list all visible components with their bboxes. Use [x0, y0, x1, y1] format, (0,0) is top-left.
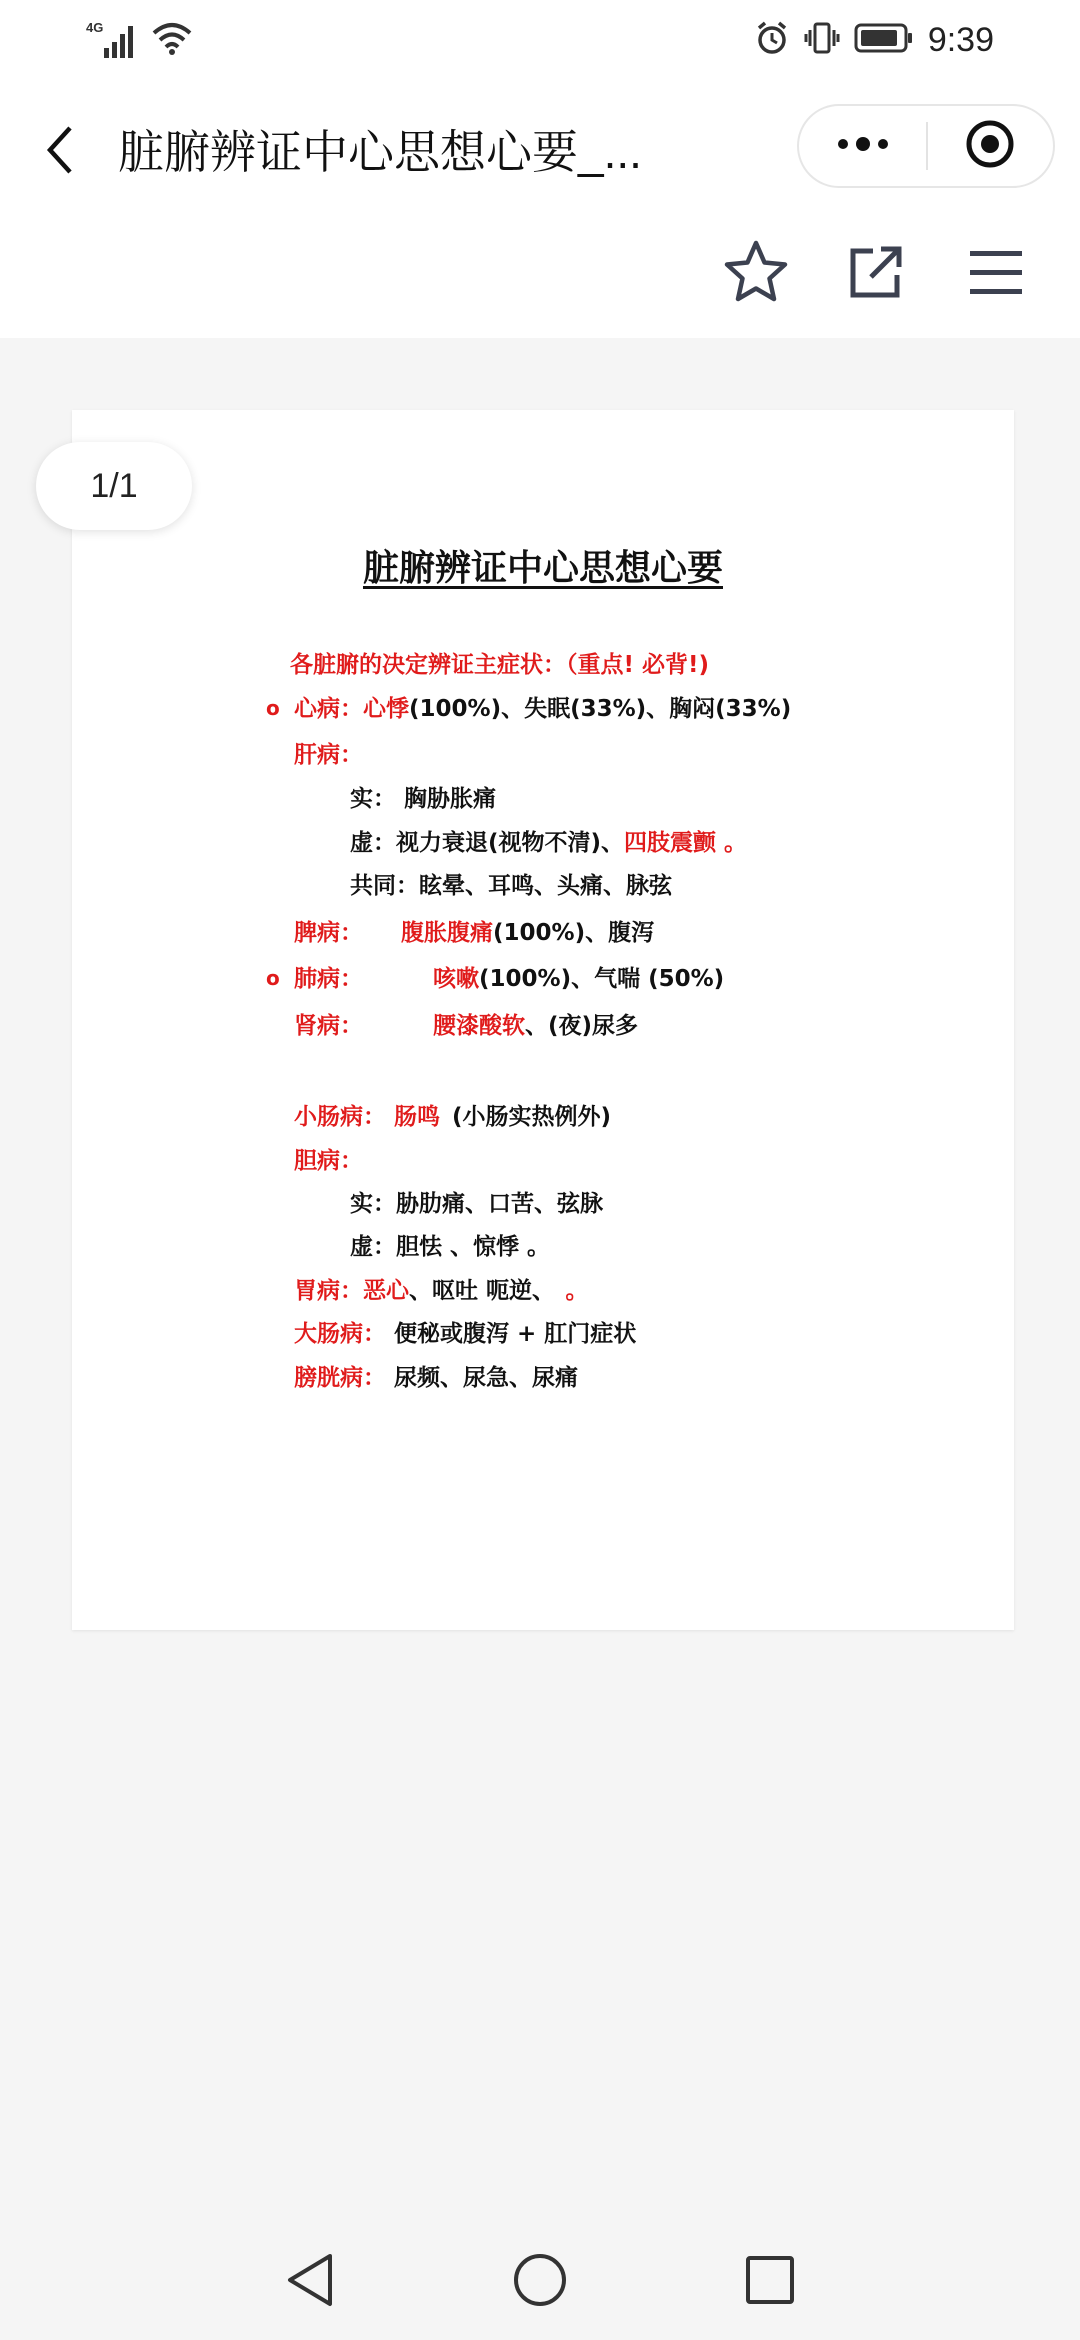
recents-square-icon	[745, 2255, 795, 2310]
menu-icon	[968, 247, 1024, 302]
system-nav-bar	[0, 2220, 1080, 2340]
large-intestine-rest: 便秘或腹泻 + 肛门症状	[394, 1321, 637, 1347]
gallbladder-label: 胆病：	[294, 1148, 363, 1174]
share-icon	[847, 243, 905, 306]
small-intestine-key: 肠鸣	[394, 1104, 440, 1130]
share-button[interactable]	[834, 232, 918, 316]
gallbladder-xu: 虚：胆怯 、惊悸 。	[350, 1234, 551, 1260]
liver-common: 共同：眩晕、耳鸣、头痛、脉弦	[350, 873, 672, 899]
close-target-icon	[965, 119, 1015, 174]
menu-button[interactable]	[954, 232, 1038, 316]
liver-xu-prefix: 虚：视力衰退(视物不清)、	[350, 830, 625, 856]
mini-program-capsule	[797, 104, 1055, 188]
stomach-tail: 。	[565, 1278, 589, 1304]
heart-line	[294, 694, 791, 724]
back-button[interactable]	[34, 116, 86, 188]
small-intestine-label: 小肠病：	[294, 1104, 386, 1130]
document-page[interactable]	[72, 410, 1014, 1630]
document-title: 脏腑辨证中心思想心要	[362, 548, 723, 589]
nav-back-button[interactable]	[268, 2240, 352, 2324]
spleen-line	[294, 918, 654, 948]
heart-rest: (100%)、失眠(33%)、胸闷(33%)	[409, 696, 792, 722]
large-intestine-line	[294, 1319, 636, 1349]
more-button[interactable]	[799, 104, 926, 188]
kidney-label: 肾病：	[294, 1013, 363, 1039]
wifi-icon	[150, 19, 194, 62]
bladder-label: 膀胱病：	[294, 1365, 386, 1391]
network-type: 4G	[86, 20, 104, 35]
close-button[interactable]	[928, 104, 1053, 188]
spleen-key: 腹胀腹痛	[401, 920, 493, 946]
small-intestine-line	[294, 1102, 611, 1132]
stomach-line	[294, 1276, 589, 1306]
stomach-key: 恶心	[363, 1278, 409, 1304]
vibrate-icon	[804, 20, 840, 61]
signal-icon	[84, 20, 140, 60]
bullet-mark: o	[266, 966, 280, 990]
bladder-line	[294, 1363, 578, 1393]
liver-xu-line	[350, 828, 747, 858]
bladder-rest: 尿频、尿急、尿痛	[394, 1365, 578, 1391]
heart-label: 心病：	[294, 696, 363, 722]
alarm-icon	[754, 20, 790, 61]
liver-shi: 实： 胸胁胀痛	[350, 786, 497, 812]
more-dots-icon	[835, 134, 891, 159]
heart-key: 心悸	[363, 696, 409, 722]
small-intestine-rest: (小肠实热例外)	[452, 1104, 612, 1130]
lung-rest: (100%)、气喘 (50%)	[479, 966, 725, 992]
stomach-label: 胃病：	[294, 1278, 363, 1304]
document-intro: 各脏腑的决定辨证主症状：（重点! 必背!)	[290, 652, 709, 678]
kidney-rest: 、(夜)尿多	[525, 1013, 639, 1039]
status-right	[754, 16, 994, 64]
page-title: 脏腑辨证中心思想心要_...	[118, 126, 642, 178]
lung-label: 肺病：	[294, 966, 363, 992]
lung-key: 咳嗽	[433, 966, 479, 992]
title-bar	[0, 80, 1080, 210]
back-triangle-icon	[284, 2252, 336, 2313]
document-toolbar	[0, 210, 1080, 338]
battery-icon	[854, 22, 914, 59]
star-icon	[722, 239, 790, 310]
large-intestine-label: 大肠病：	[294, 1321, 386, 1347]
kidney-line	[294, 1011, 638, 1041]
nav-recents-button[interactable]	[728, 2240, 812, 2324]
spleen-rest: (100%)、腹泻	[493, 920, 655, 946]
kidney-key: 腰漆酸软	[433, 1013, 525, 1039]
liver-xu-key: 四肢震颤 。	[624, 830, 748, 856]
liver-label: 肝病：	[294, 742, 363, 768]
gallbladder-shi: 实：胁肋痛、口苦、弦脉	[350, 1191, 603, 1217]
home-circle-icon	[512, 2252, 568, 2313]
status-left	[84, 18, 194, 62]
spleen-label: 脾病：	[294, 920, 363, 946]
lung-line	[294, 964, 724, 994]
bullet-mark: o	[266, 696, 280, 720]
status-bar	[0, 0, 1080, 80]
stomach-rest: 、呕吐 呃逆、	[409, 1278, 544, 1304]
nav-home-button[interactable]	[498, 2240, 582, 2324]
page-indicator: 1/1	[36, 442, 192, 530]
status-time: 9:39	[927, 20, 994, 59]
favorite-button[interactable]	[714, 232, 798, 316]
back-arrow-icon	[44, 124, 76, 181]
